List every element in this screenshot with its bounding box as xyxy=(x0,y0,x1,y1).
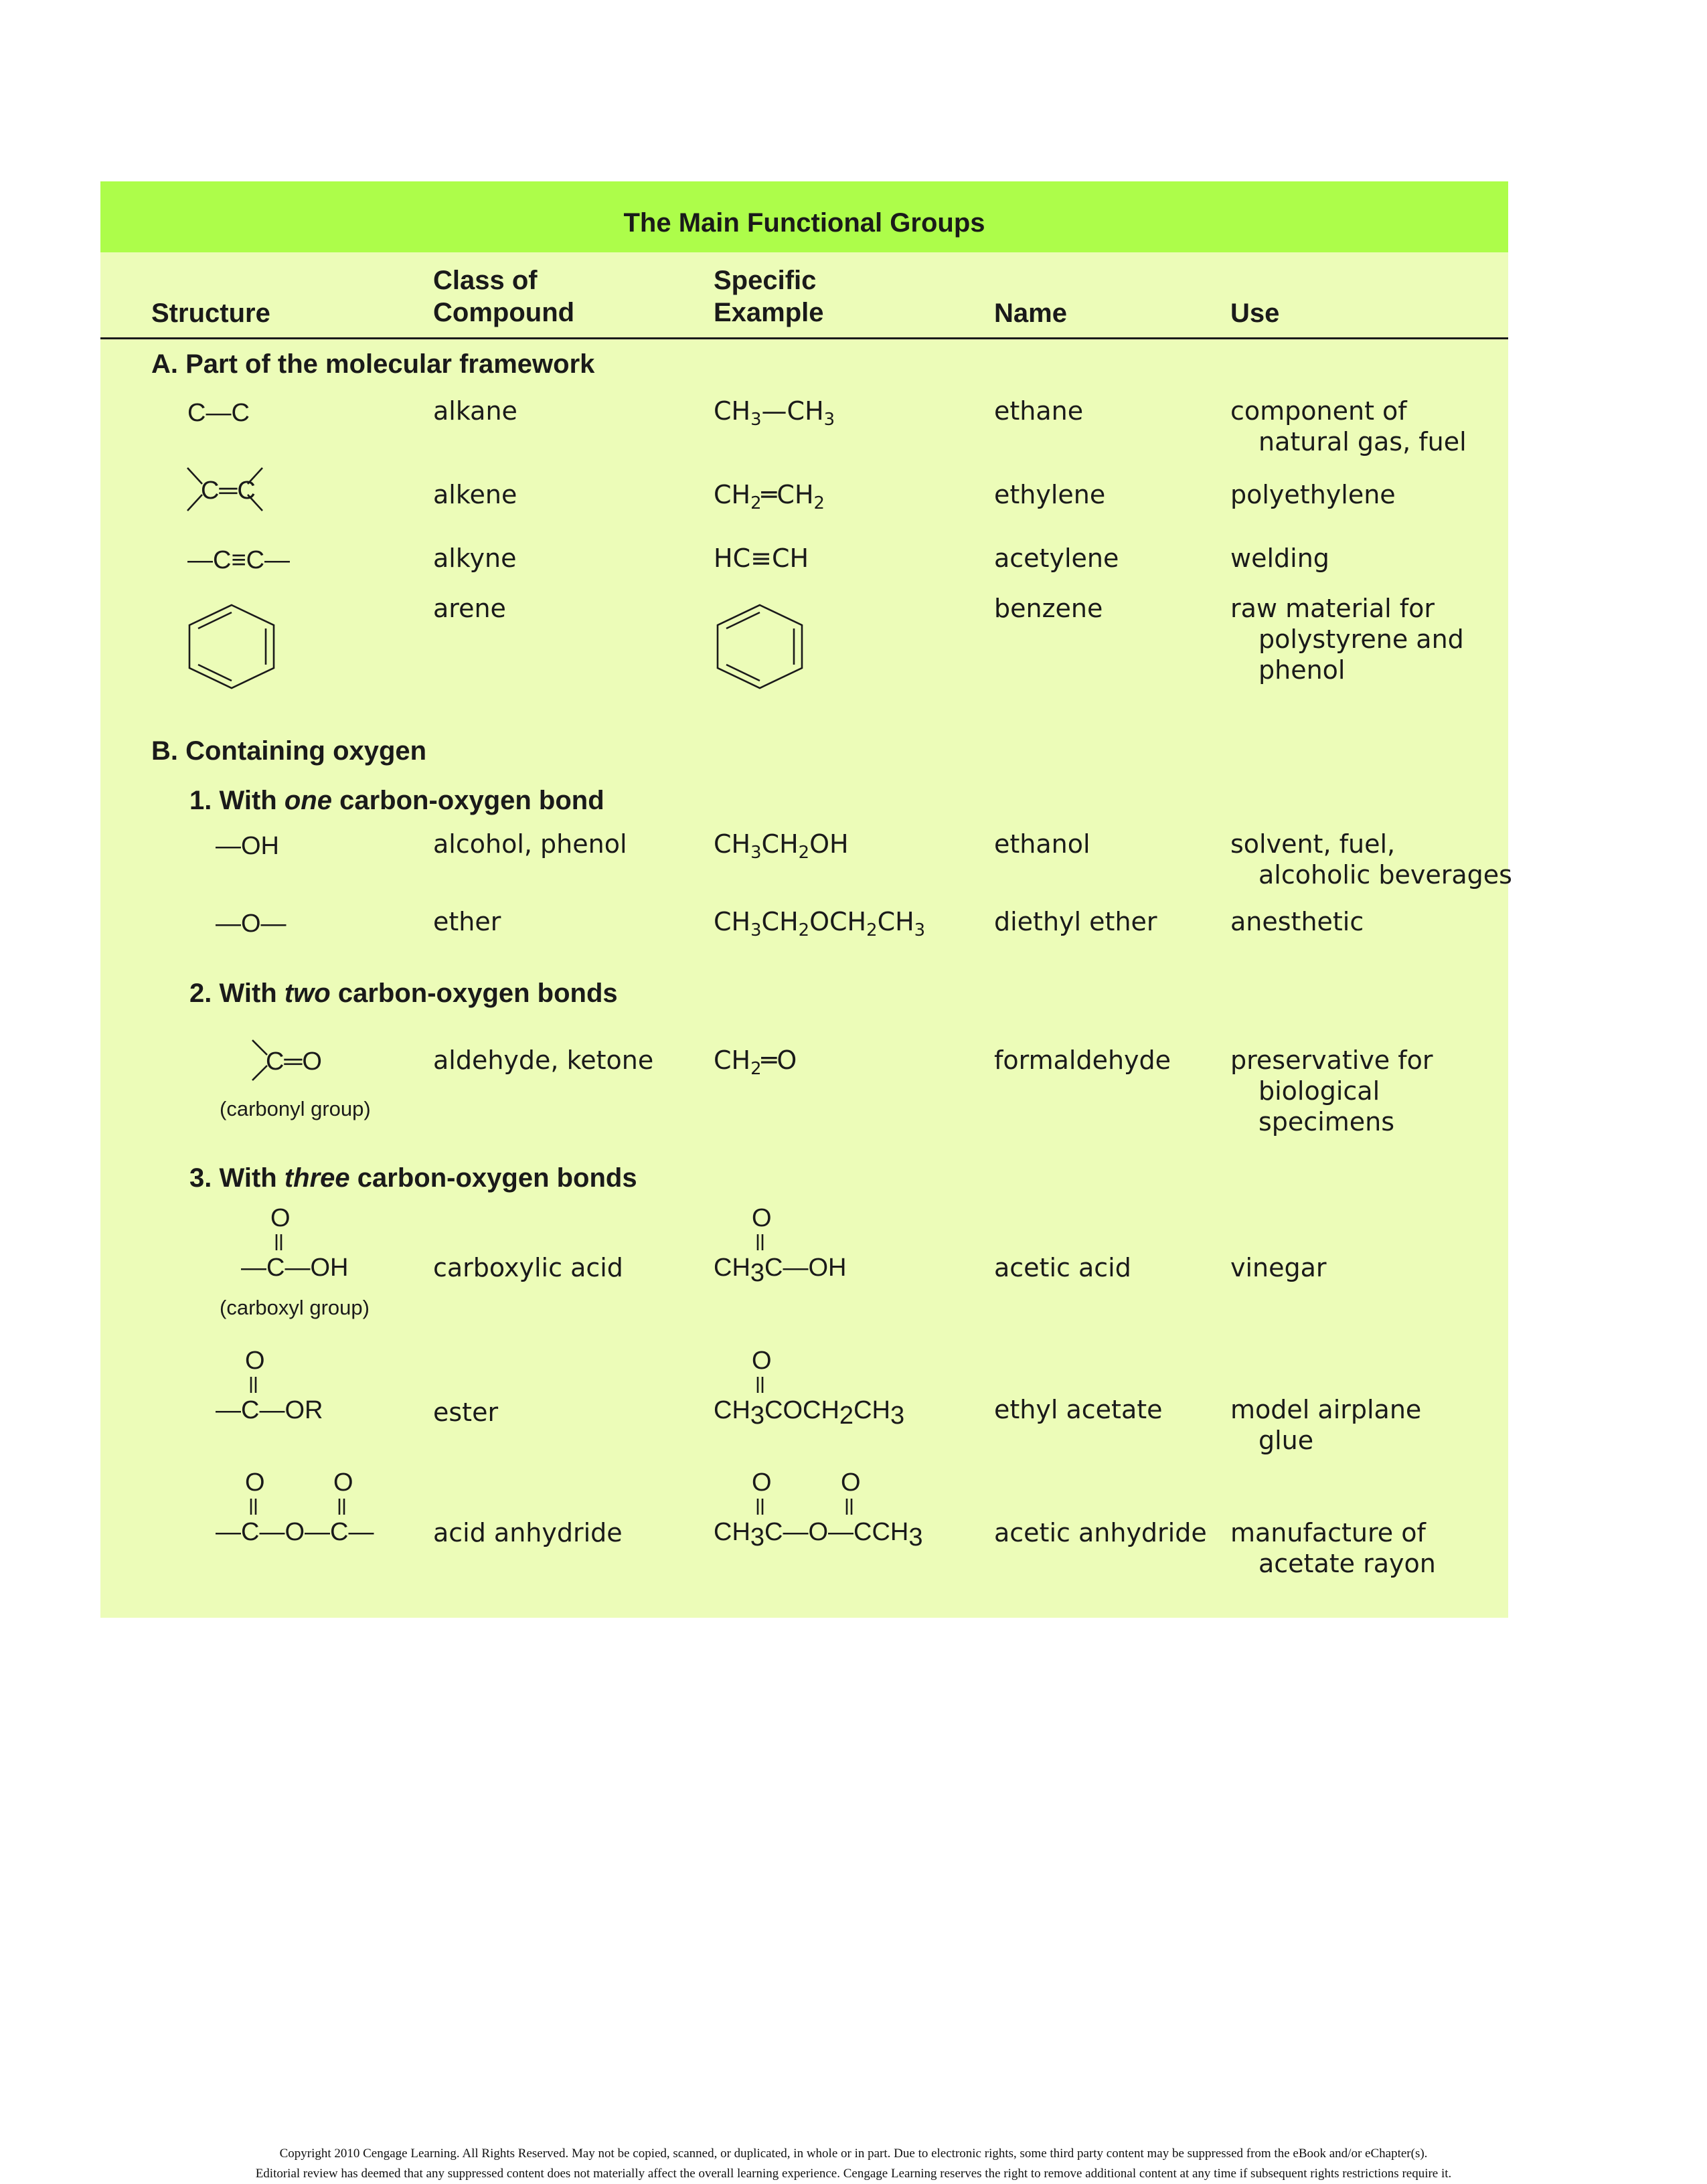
copyright-notice xyxy=(0,2144,1707,2184)
ether-structure xyxy=(216,906,309,940)
alkyne-class: alkyne xyxy=(433,543,517,573)
ester-example-text: CH3COCH2CH3 xyxy=(714,1396,905,1430)
alkyne-name: acetylene xyxy=(994,543,1119,573)
ether-use: anesthetic xyxy=(1230,907,1364,936)
carbonyl-structure xyxy=(252,1040,346,1094)
section-b2-title xyxy=(189,978,618,1009)
alkyne-use: welding xyxy=(1230,543,1329,573)
carboxylic-carbonyl-oxygen: O xyxy=(270,1204,291,1232)
functional-groups-table xyxy=(100,181,1512,1618)
arene-name: benzene xyxy=(994,594,1103,623)
carbonyl-bond-upper xyxy=(252,1040,267,1055)
alcohol-name: ethanol xyxy=(994,829,1090,859)
ester-structure-text: —C—OR xyxy=(216,1396,323,1424)
arene-hexagon xyxy=(189,605,274,688)
carboxylic-example-carbonyl-oxygen: O xyxy=(752,1204,772,1232)
carbonyl-structure-text: C═O xyxy=(266,1047,322,1076)
alkene-bond-ll xyxy=(187,495,202,511)
section-b3-prefix: 3. With xyxy=(189,1163,284,1193)
anhydride-use xyxy=(1230,1517,1436,1579)
alkene-example: $CH_2═CH_2$ xyxy=(714,480,825,513)
ether-name: diethyl ether xyxy=(994,907,1157,936)
carbonyl-use xyxy=(1230,1045,1433,1137)
header-structure: Structure xyxy=(151,299,270,328)
alkane-structure-text: C—C xyxy=(187,399,250,427)
carbonyl-example: $CH_2═O$ xyxy=(714,1045,797,1079)
ester-use-line2: glue xyxy=(1258,1426,1314,1455)
alcohol-use-line1: solvent, fuel, xyxy=(1230,829,1396,859)
section-b2-prefix: 2. With xyxy=(189,979,284,1008)
alkyne-structure xyxy=(187,543,321,576)
carboxylic-structure xyxy=(241,1204,375,1282)
ether-example: $CH_3CH_2OCH_2CH_3$ xyxy=(714,907,926,940)
alcohol-class: alcohol, phenol xyxy=(433,829,627,859)
alcohol-example: $CH_3CH_2OH$ xyxy=(714,829,849,863)
alkane-use xyxy=(1230,396,1467,457)
ester-use xyxy=(1230,1394,1421,1456)
header-example-line2: Example xyxy=(714,298,824,327)
header-class-line1: Class of xyxy=(433,266,538,295)
alkene-structure-text: C═C xyxy=(201,477,256,505)
copyright-line2: Editorial review has deemed that any suppressed content does not materially affect the overall learning experience. Cengage Learning reserves the right to remove additional content at any time if subsequent rights restrictions require it. xyxy=(255,2167,1452,2181)
section-b2-suffix: carbon-oxygen bonds xyxy=(330,979,618,1008)
anhydride-example xyxy=(714,1468,928,1551)
anhydride-example-carbonyl-oxygen-2: O xyxy=(841,1468,861,1497)
alkene-structure xyxy=(187,466,288,526)
alcohol-structure-text: —OH xyxy=(216,832,279,860)
ester-name: ethyl acetate xyxy=(994,1395,1163,1424)
arene-example-hexagon xyxy=(718,605,802,688)
table-title: The Main Functional Groups xyxy=(623,208,985,238)
ester-carbonyl-oxygen: O xyxy=(245,1347,265,1375)
carboxylic-use: vinegar xyxy=(1230,1253,1327,1282)
arene-example-double-bond-3 xyxy=(726,665,760,681)
ether-class: ether xyxy=(433,907,501,936)
arene-use-line2: polystyrene and xyxy=(1258,624,1464,654)
carboxylic-example-text: CH3C—OH xyxy=(714,1254,847,1287)
arene-class: arene xyxy=(433,594,506,623)
arene-use-line3: phenol xyxy=(1258,655,1346,685)
carbonyl-use-line1: preservative for xyxy=(1230,1045,1433,1075)
carboxylic-example xyxy=(714,1204,861,1287)
section-b3-emph: three xyxy=(284,1163,350,1193)
alkane-structure xyxy=(187,396,261,429)
carboxylic-class: carboxylic acid xyxy=(433,1253,623,1282)
anhydride-use-line2: acetate rayon xyxy=(1258,1549,1436,1578)
alkene-bond-ul xyxy=(187,468,202,484)
carbonyl-caption: (carbonyl group) xyxy=(220,1097,371,1120)
carboxylic-structure-text: —C—OH xyxy=(241,1254,349,1282)
header-class-line2: Compound xyxy=(433,298,575,327)
section-b-title: B. Containing oxygen xyxy=(151,736,427,766)
section-b3-suffix: carbon-oxygen bonds xyxy=(349,1163,637,1193)
arene-example-benzene-ring xyxy=(718,603,805,690)
alkyne-example: HC≡CH xyxy=(714,543,809,573)
alkane-example: $CH_3—CH_3$ xyxy=(714,396,835,430)
section-b1-suffix: carbon-oxygen bond xyxy=(331,786,604,815)
carboxylic-caption: (carboxyl group) xyxy=(220,1296,370,1319)
anhydride-example-text: CH3C—O—CCH3 xyxy=(714,1518,923,1551)
section-b3-title xyxy=(189,1163,637,1193)
anhydride-carbonyl-oxygen-1: O xyxy=(245,1468,265,1497)
ester-example-carbonyl-oxygen: O xyxy=(752,1347,772,1375)
carbonyl-name: formaldehyde xyxy=(994,1045,1171,1075)
anhydride-example-carbonyl-oxygen-1: O xyxy=(752,1468,772,1497)
arene-double-bond-1 xyxy=(198,612,232,628)
carbonyl-use-line3: specimens xyxy=(1258,1107,1395,1137)
carbonyl-use-line2: biological xyxy=(1258,1076,1380,1106)
alkene-class: alkene xyxy=(433,480,517,509)
alcohol-use xyxy=(1230,829,1512,890)
arene-use xyxy=(1230,593,1464,685)
alkene-name: ethylene xyxy=(994,480,1106,509)
ester-use-line1: model airplane xyxy=(1230,1395,1422,1424)
ether-structure-text: —O— xyxy=(216,910,287,938)
anhydride-class: acid anhydride xyxy=(433,1518,623,1547)
header-example-line1: Specific xyxy=(714,266,817,295)
alkane-class: alkane xyxy=(433,396,517,426)
table-title-bar xyxy=(100,181,1508,252)
anhydride-use-line1: manufacture of xyxy=(1230,1518,1426,1547)
section-b1-title xyxy=(189,785,604,816)
anhydride-carbonyl-oxygen-2: O xyxy=(333,1468,353,1497)
carbonyl-class: aldehyde, ketone xyxy=(433,1045,654,1075)
section-b1-emph: one xyxy=(284,786,332,815)
section-b2-emph: two xyxy=(284,979,331,1008)
header-use: Use xyxy=(1230,299,1280,328)
alcohol-use-line2: alcoholic beverages xyxy=(1258,860,1512,890)
alcohol-structure xyxy=(216,829,309,862)
carbonyl-bond-lower xyxy=(252,1066,267,1080)
header-class xyxy=(433,264,574,329)
header-rule xyxy=(100,337,1508,339)
arene-benzene-ring xyxy=(189,603,276,690)
anhydride-structure xyxy=(216,1468,390,1547)
ester-structure xyxy=(216,1347,349,1425)
alkane-use-line2: natural gas, fuel xyxy=(1258,427,1467,456)
header-name: Name xyxy=(994,299,1067,328)
section-a-title: A. Part of the molecular framework xyxy=(151,349,595,379)
carboxylic-name: acetic acid xyxy=(994,1253,1131,1282)
anhydride-name: acetic anhydride xyxy=(994,1518,1207,1547)
copyright-line1: Copyright 2010 Cengage Learning. All Rights Reserved. May not be copied, scanned, or duplicated, in whole or in part. Due to electronic rights, some third party content may be suppressed from the eBook and/or eChapter(s). xyxy=(279,2147,1428,2161)
arene-example-double-bond-1 xyxy=(726,612,760,628)
alkene-use: polyethylene xyxy=(1230,480,1396,509)
ester-class: ester xyxy=(433,1398,499,1427)
header-example xyxy=(714,264,824,329)
alkyne-structure-text: —C≡C— xyxy=(187,546,291,574)
ester-example xyxy=(714,1347,914,1430)
arene-double-bond-3 xyxy=(198,665,232,681)
arene-use-line1: raw material for xyxy=(1230,594,1435,623)
alkane-name: ethane xyxy=(994,396,1084,426)
section-b1-prefix: 1. With xyxy=(189,786,284,815)
alkane-use-line1: component of xyxy=(1230,396,1407,426)
anhydride-structure-text: —C—O—C— xyxy=(216,1518,374,1546)
